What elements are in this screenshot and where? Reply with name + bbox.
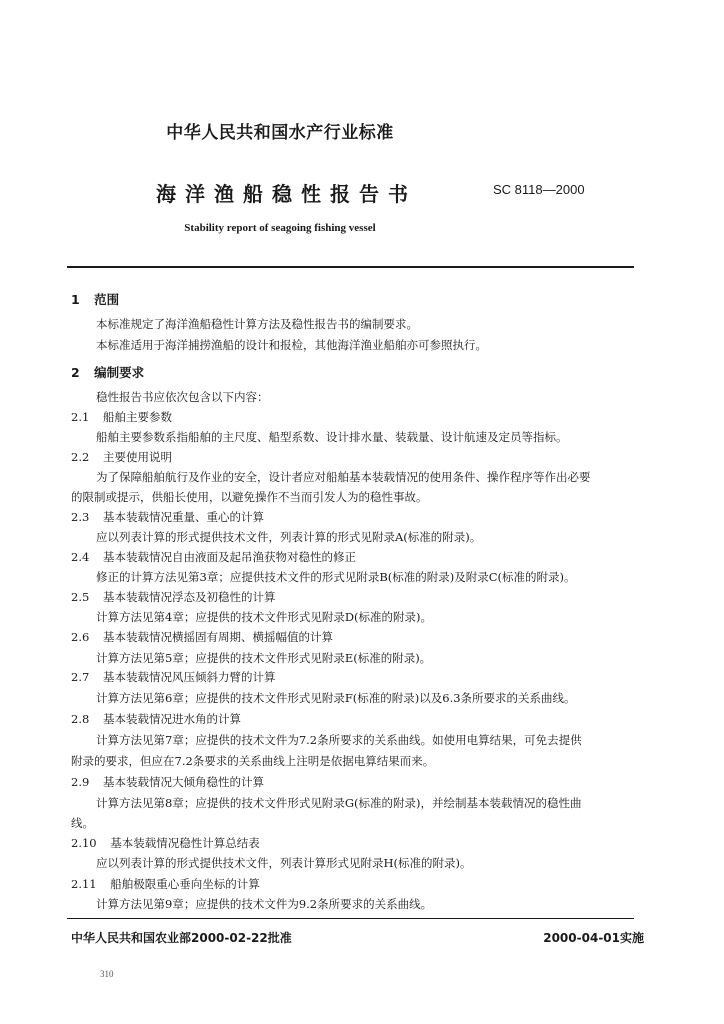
item-title: 基本装载情况稳性计算总结表 — [110, 836, 260, 850]
header-divider — [67, 266, 634, 268]
item-2-1-text: 船舶主要参数系指船舶的主尺度、船型系数、设计排水量、装载量、设计航速及定员等指标。 — [96, 430, 568, 444]
section-title: 范围 — [94, 292, 120, 307]
section-2-heading — [71, 363, 144, 381]
section-2-intro: 稳性报告书应依次包含以下内容： — [96, 390, 269, 404]
item-2-11-heading — [71, 876, 260, 892]
item-2-6-text: 计算方法见第5章；应提供的技术文件形式见附录E(标准的附录)。 — [96, 651, 432, 665]
item-2-2-heading — [71, 449, 172, 465]
effective-date: 2000-04-01实施 — [543, 931, 644, 945]
item-title: 基本装载情况大倾角稳性的计算 — [102, 775, 264, 789]
item-title: 船舶主要参数 — [102, 410, 172, 424]
item-title: 主要使用说明 — [102, 450, 172, 464]
item-2-9-text: 计算方法见第8章；应提供的技术文件形式见附录G(标准的附录)，并绘制基本装载情况的稳性曲 — [96, 796, 582, 810]
item-title: 船舶极限重心垂向坐标的计算 — [110, 877, 260, 891]
item-2-1-heading — [71, 409, 172, 425]
item-number: 2.7 — [71, 670, 90, 684]
item-number: 2.3 — [71, 510, 90, 524]
section-number: 2 — [71, 365, 80, 380]
item-number: 2.1 — [71, 410, 90, 424]
item-2-6-heading — [71, 629, 333, 645]
item-number: 2.9 — [71, 775, 90, 789]
item-2-3-text: 应以列表计算的形式提供技术文件，列表计算的形式见附录A(标准的附录)。 — [96, 530, 482, 544]
item-2-9-text-continued: 线。 — [71, 816, 94, 830]
section-1-heading — [71, 290, 119, 308]
section-1-paragraph-2: 本标准适用于海洋捕捞渔船的设计和报检，其他海洋渔业船舶亦可参照执行。 — [96, 338, 487, 352]
item-title: 基本装载情况重量、重心的计算 — [102, 510, 264, 524]
item-2-7-heading — [71, 669, 275, 685]
item-title: 基本装载情况风压倾斜力臂的计算 — [102, 670, 276, 684]
standard-code: SC 8118—2000 — [493, 182, 585, 197]
item-2-10-heading — [71, 835, 260, 851]
item-number: 2.10 — [71, 836, 97, 850]
item-2-9-heading — [71, 774, 264, 790]
section-number: 1 — [71, 292, 80, 307]
item-2-4-text: 修正的计算方法见第3章；应提供技术文件的形式见附录B(标准的附录)及附录C(标准的附录)。 — [96, 570, 576, 584]
item-2-4-heading — [71, 549, 356, 565]
item-2-5-heading — [71, 589, 275, 605]
standard-organization: 中华人民共和国水产行业标准 — [166, 123, 394, 143]
item-2-8-text-continued: 附录的要求，但应在7.2条要求的关系曲线上注明是依据电算结果而来。 — [71, 754, 435, 768]
section-title: 编制要求 — [94, 365, 145, 380]
document-title: 海洋渔船稳性报告书 — [156, 182, 417, 206]
item-title: 基本装载情况进水角的计算 — [102, 712, 241, 726]
item-number: 2.5 — [71, 590, 90, 604]
item-2-11-text: 计算方法见第9章；应提供的技术文件为9.2条所要求的关系曲线。 — [96, 897, 433, 911]
item-title: 基本装载情况自由液面及起吊渔获物对稳性的修正 — [102, 550, 356, 564]
item-number: 2.11 — [71, 877, 97, 891]
item-title: 基本装载情况横摇固有周期、横摇幅值的计算 — [102, 630, 333, 644]
item-2-5-text: 计算方法见第4章；应提供的技术文件形式见附录D(标准的附录)。 — [96, 610, 433, 624]
item-2-3-heading — [71, 509, 264, 525]
item-title: 基本装载情况浮态及初稳性的计算 — [102, 590, 276, 604]
item-number: 2.2 — [71, 450, 90, 464]
item-2-7-text: 计算方法见第6章；应提供的技术文件形式见附录F(标准的附录)以及6.3条所要求的关系曲线。 — [96, 691, 576, 705]
item-2-8-text: 计算方法见第7章；应提供的技术文件为7.2条所要求的关系曲线。如使用电算结果，可免去提供 — [96, 733, 582, 747]
item-number: 2.8 — [71, 712, 90, 726]
item-number: 2.6 — [71, 630, 90, 644]
item-2-2-text: 为了保障船舶航行及作业的安全，设计者应对船舶基本装载情况的使用条件、操作程序等作出必要 — [96, 470, 591, 484]
item-2-8-heading — [71, 711, 241, 727]
item-2-2-text-continued: 的限制或提示，供船长使用，以避免操作不当而引发人为的稳性事故。 — [71, 490, 428, 504]
page-number: 310 — [100, 969, 114, 979]
footer-divider — [67, 918, 634, 919]
item-number: 2.4 — [71, 550, 90, 564]
english-title: Stability report of seagoing fishing vessel — [184, 222, 376, 234]
issue-approval: 中华人民共和国农业部2000-02-22批准 — [71, 931, 292, 945]
section-1-paragraph-1: 本标准规定了海洋渔船稳性计算方法及稳性报告书的编制要求。 — [96, 317, 418, 331]
item-2-10-text: 应以列表计算的形式提供技术文件，列表计算形式见附录H(标准的附录)。 — [96, 856, 472, 870]
